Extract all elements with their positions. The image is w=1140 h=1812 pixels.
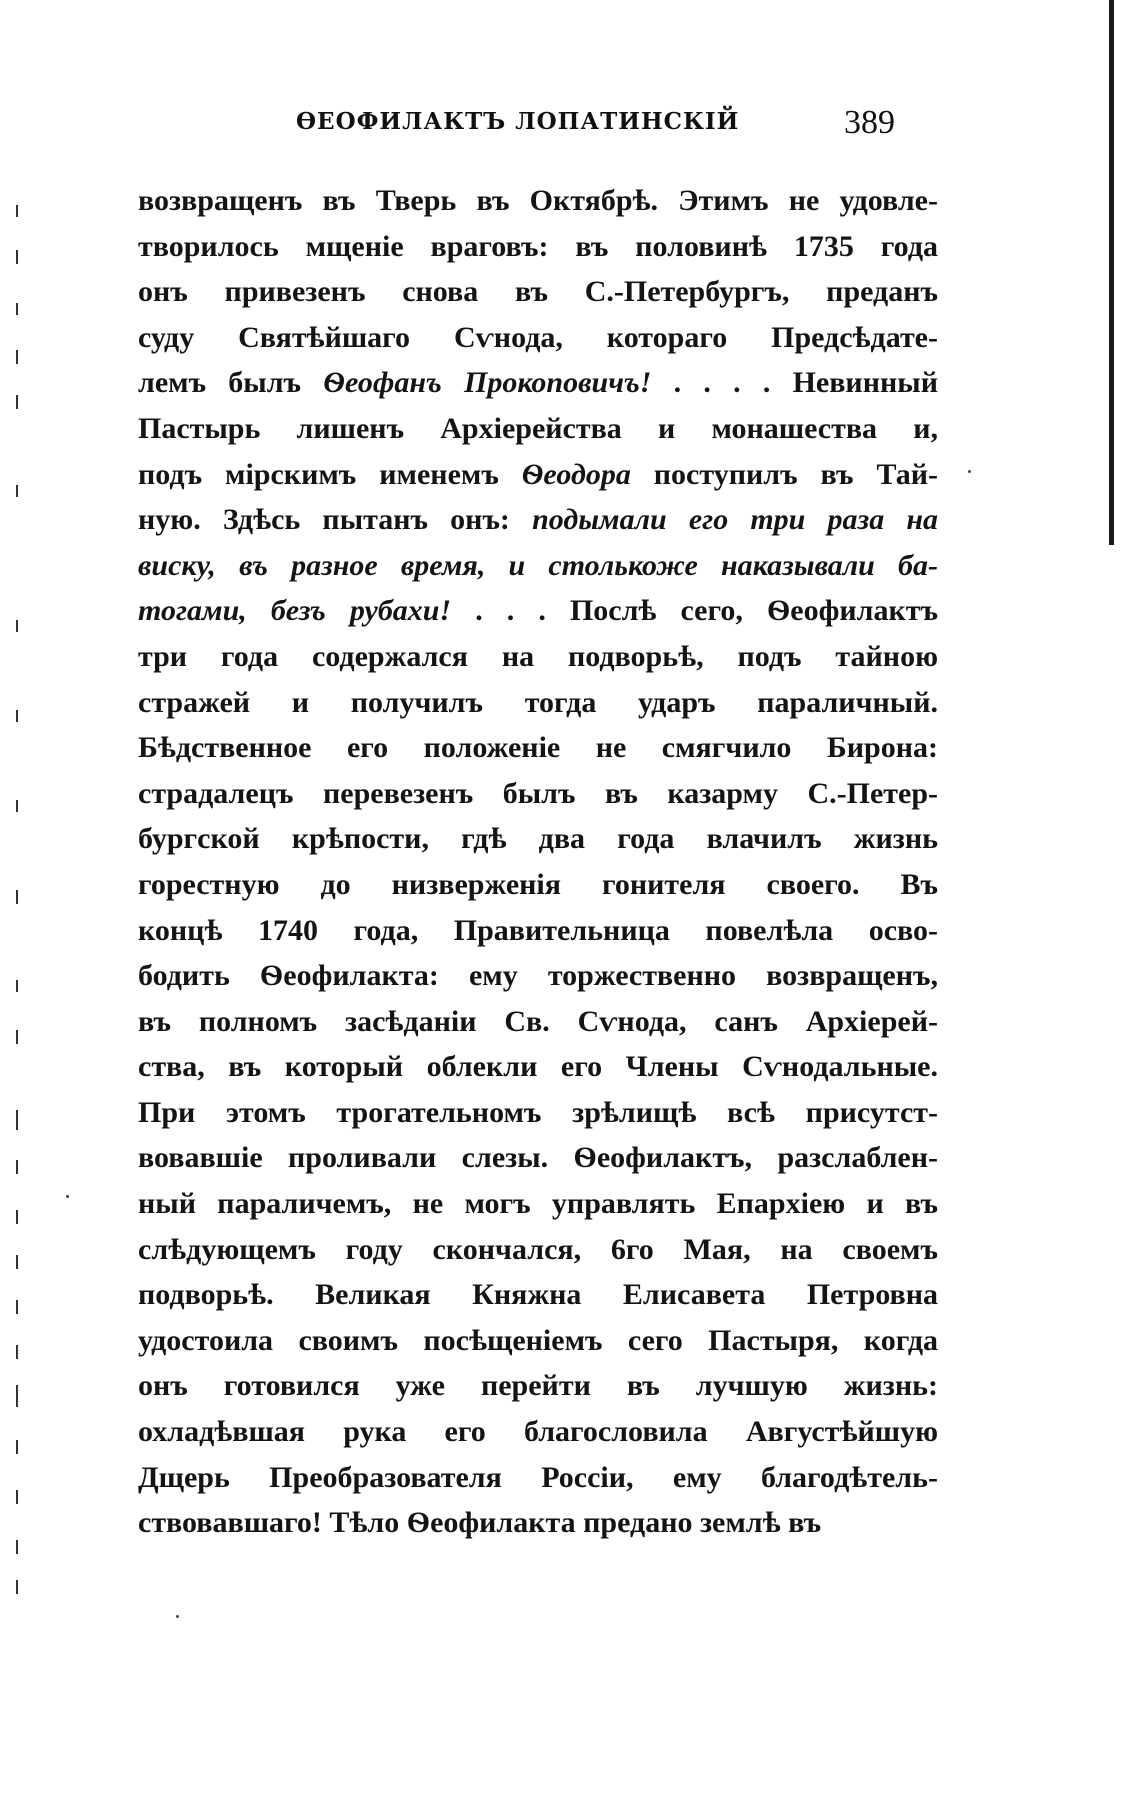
paper-speck (968, 470, 971, 473)
text-line (138, 908, 938, 954)
line-text: возвращенъ въ Тверь въ Октябрѣ. Этимъ не удовле- (138, 184, 938, 217)
margin-tick (16, 890, 18, 904)
margin-tick (16, 1540, 18, 1554)
line-text: удостоила своимъ посѣщеніемъ сего Пастыря, когда (138, 1323, 938, 1357)
text-line (138, 406, 938, 452)
line-text: ный параличемъ, не могъ управлять Епархіею и въ (138, 1187, 938, 1221)
page-number: 389 (844, 104, 895, 141)
line-text: суду Святѣйшаго Сѵнода, котораго Предсѣдате- (138, 320, 938, 354)
margin-tick (16, 250, 18, 264)
margin-tick (16, 205, 18, 217)
text-line (138, 315, 938, 361)
text-line (138, 588, 938, 634)
line-text-italic: Ѳеодора (521, 457, 631, 491)
text-line (138, 634, 938, 680)
line-text-before: подъ мірскимъ именемъ (138, 457, 522, 491)
line-text: три года содержался на подворьѣ, подъ тайною (138, 639, 938, 673)
text-line (138, 1227, 938, 1273)
text-line (138, 497, 938, 543)
text-line (138, 862, 938, 908)
margin-tick (16, 1030, 18, 1044)
margin-tick (16, 1440, 18, 1454)
text-line (138, 1409, 938, 1455)
line-text: онъ готовился уже перейти въ лучшую жизнь: (138, 1369, 938, 1403)
text-line (138, 178, 938, 224)
margin-tick (16, 800, 18, 812)
line-text: При этомъ трогательномъ зрѣлищѣ всѣ присутст- (138, 1095, 938, 1129)
line-text: Бѣдственное его положеніе не смягчило Бирона: (138, 731, 938, 765)
margin-tick (16, 1210, 18, 1224)
margin-marks (0, 0, 30, 1812)
margin-tick (16, 1580, 18, 1594)
line-text: творилось мщеніе враговъ: въ половинѣ 1735 года (138, 229, 938, 263)
line-text-after: . . . . Невинный (651, 366, 938, 400)
line-text: ствовавшаго! Тѣло Ѳеофилакта предано землѣ въ (138, 1506, 822, 1540)
paper-speck (66, 1195, 69, 1198)
line-text: охладѣвшая рука его благословила Августѣйшую (138, 1415, 938, 1449)
text-line (138, 1135, 938, 1181)
margin-tick (16, 1255, 18, 1269)
line-text: бургской крѣпости, гдѣ два года влачилъ жизнь (138, 822, 938, 856)
line-text: Пастырь лишенъ Архіерейства и монашества и, (138, 411, 938, 445)
margin-tick (16, 980, 18, 992)
line-text-after: . . . Послѣ сего, Ѳеофилактъ (451, 594, 938, 628)
margin-tick (16, 1345, 18, 1359)
margin-tick (16, 395, 18, 409)
text-line (138, 999, 938, 1045)
running-head: ѲЕОФИЛАКТЪ ЛОПАТИНСКІЙ (296, 108, 740, 135)
line-text-italic: подымали его три раза на (532, 503, 938, 537)
line-text: страдалецъ перевезенъ былъ въ казарму С.-Петер- (138, 776, 938, 810)
line-text: концѣ 1740 года, Правительница повелѣла осво- (138, 913, 938, 947)
text-line (138, 1090, 938, 1136)
margin-tick (16, 1490, 18, 1504)
text-line (138, 680, 938, 726)
page-edge-shadow (1109, 0, 1114, 545)
margin-tick (16, 350, 18, 364)
text-line (138, 771, 938, 817)
margin-tick (16, 1160, 18, 1174)
text-line (138, 1044, 938, 1090)
line-text: горестную до низверженія гонителя своего. Въ (138, 867, 938, 901)
text-line (138, 1272, 938, 1318)
margin-tick (16, 485, 18, 497)
margin-tick (16, 1385, 18, 1407)
margin-tick (16, 1300, 18, 1314)
margin-tick (16, 1110, 18, 1130)
margin-tick (16, 710, 18, 722)
line-text: вовавшіе проливали слезы. Ѳеофилактъ, разслаблен- (138, 1141, 938, 1175)
line-text: подворьѣ. Великая Княжна Елисавета Петровна (138, 1278, 938, 1312)
text-line (138, 1363, 938, 1409)
line-text: Дщерь Преобразователя Россіи, ему благодѣтель- (138, 1460, 938, 1494)
text-line (138, 543, 938, 589)
line-text: ства, въ который облекли его Члены Сѵнодальные. (138, 1050, 938, 1084)
body-text (138, 178, 938, 1546)
text-line (138, 1318, 938, 1364)
text-line (138, 725, 938, 771)
line-text: бодить Ѳеофилакта: ему торжественно возвращенъ, (138, 959, 938, 993)
line-text: стражей и получилъ тогда ударъ параличный. (138, 685, 938, 719)
text-line (138, 816, 938, 862)
line-text: въ полномъ засѣданіи Св. Сѵнода, санъ Архіерей- (138, 1004, 938, 1038)
line-text: слѣдующемъ году скончался, 6го Мая, на своемъ (138, 1232, 938, 1266)
line-text-after: поступилъ въ Тай- (630, 457, 938, 491)
text-line (138, 1455, 938, 1501)
line-text-italic: тогами, безъ рубахи! (138, 594, 452, 628)
text-line (138, 452, 938, 498)
text-line (138, 1181, 938, 1227)
margin-tick (16, 303, 18, 315)
line-text-before: ную. Здѣсь пытанъ онъ: (138, 503, 533, 537)
line-text-italic: виску, въ разное время, и столькоже наказывали ба- (138, 548, 938, 582)
text-line (138, 224, 938, 270)
text-line (138, 269, 938, 315)
line-text: онъ привезенъ снова въ С.-Петербургъ, преданъ (138, 275, 938, 309)
paper-speck (176, 1615, 179, 1618)
line-text-before: лемъ былъ (138, 366, 324, 400)
text-line (138, 1500, 938, 1546)
text-line (138, 360, 938, 406)
text-line (138, 953, 938, 999)
line-text-italic: Ѳеофанъ Прокоповичъ! (323, 366, 652, 400)
margin-tick (16, 620, 18, 632)
